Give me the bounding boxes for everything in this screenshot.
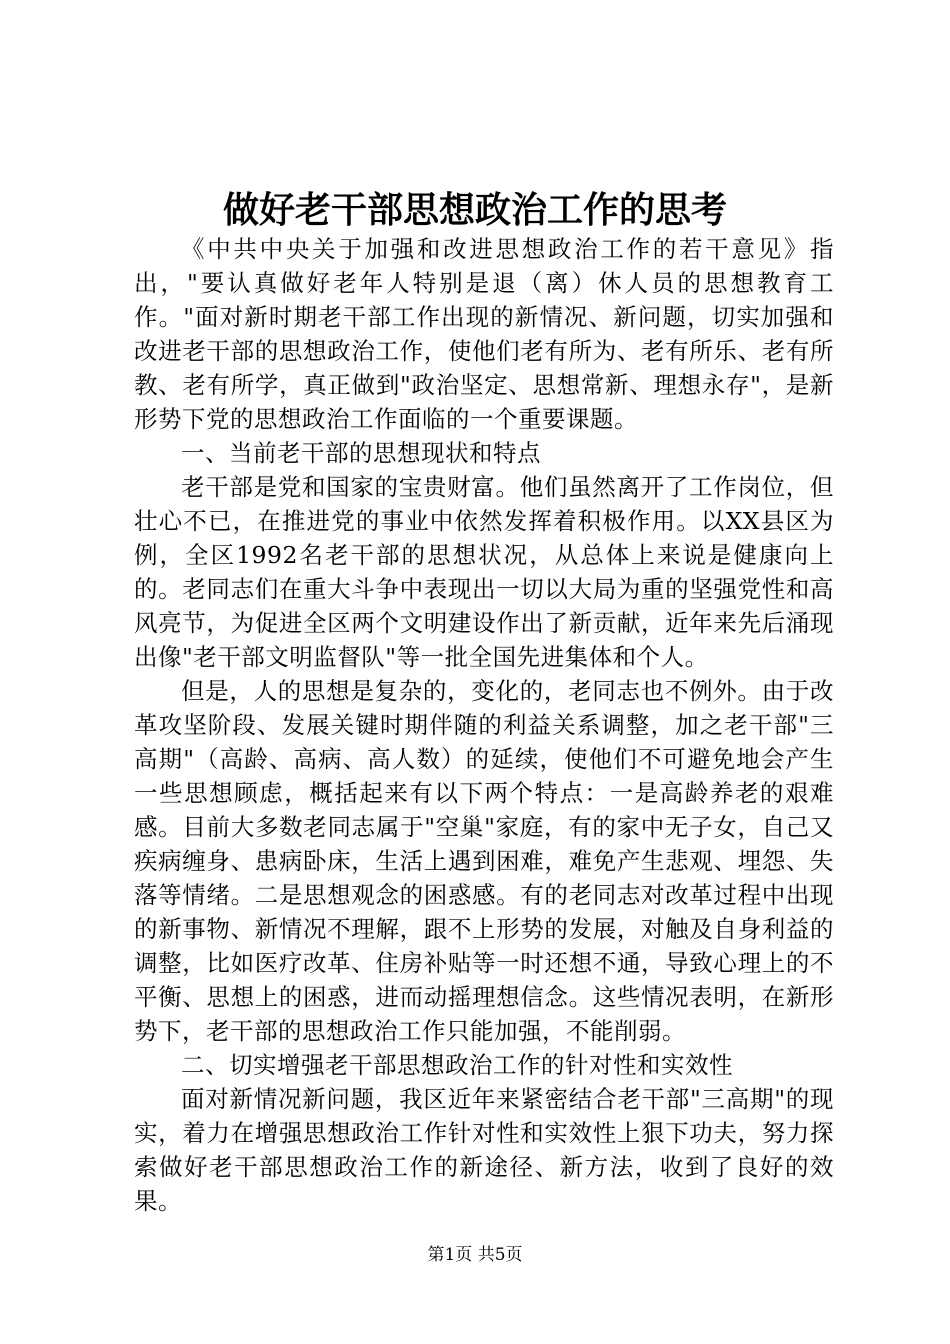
document-title: 做好老干部思想政治工作的思考: [222, 189, 727, 231]
body-paragraph: 老干部是党和国家的宝贵财富。他们虽然离开了工作岗位，但壮心不已，在推进党的事业中依然发挥着积极作用。以XX县区为例，全区1992名老干部的思想状况，从总体上来说是健康向上的。老同志们在重大斗争中表现出一切以大局为重的坚强党性和高风亮节，为促进全区两个文明建设作出了新贡献，近年来先后涌现出像"老干部文明监督队"等一批全国先进集体和个人。: [134, 473, 834, 671]
section-heading-2: 二、切实增强老干部思想政治工作的针对性和实效性: [181, 1051, 733, 1079]
intro-paragraph: 《中共中央关于加强和改进思想政治工作的若干意见》指出，"要认真做好老年人特别是退（离）休人员的思想教育工作。"面对新时期老干部工作出现的新情况、新问题，切实加强和改进老干部的思想政治工作，使他们老有所为、老有所乐、老有所教、老有所学，真正做到"政治坚定、思想常新、理想永存"，是新形势下党的思想政治工作面临的一个重要课题。: [134, 235, 834, 433]
body-paragraph: 但是，人的思想是复杂的，变化的，老同志也不例外。由于改革攻坚阶段、发展关键时期伴随的利益关系调整，加之老干部"三高期"（高龄、高病、高人数）的延续，使他们不可避免地会产生一些思想顾虑，概括起来有以下两个特点：一是高龄养老的艰难感。目前大多数老同志属于"空巢"家庭，有的家中无子女，自己又疾病缠身、患病卧床，生活上遇到困难，难免产生悲观、埋怨、失落等情绪。二是思想观念的困惑感。有的老同志对改革过程中出现的新事物、新情况不理解，跟不上形势的发展，对触及自身利益的调整，比如医疗改革、住房补贴等一时还想不通，导致心理上的不平衡、思想上的困惑，进而动摇理想信念。这些情况表明，在新形势下，老干部的思想政治工作只能加强，不能削弱。: [134, 677, 834, 1045]
page-footer: 第1页 共5页: [427, 1245, 523, 1265]
section-heading-1: 一、当前老干部的思想现状和特点: [181, 439, 541, 467]
document-body: [134, 232, 834, 1218]
body-paragraph: 面对新情况新问题，我区近年来紧密结合老干部"三高期"的现实，着力在增强思想政治工作针对性和实效性上狠下功夫，努力探索做好老干部思想政治工作的新途径、新方法，收到了良好的效果。: [134, 1085, 834, 1215]
